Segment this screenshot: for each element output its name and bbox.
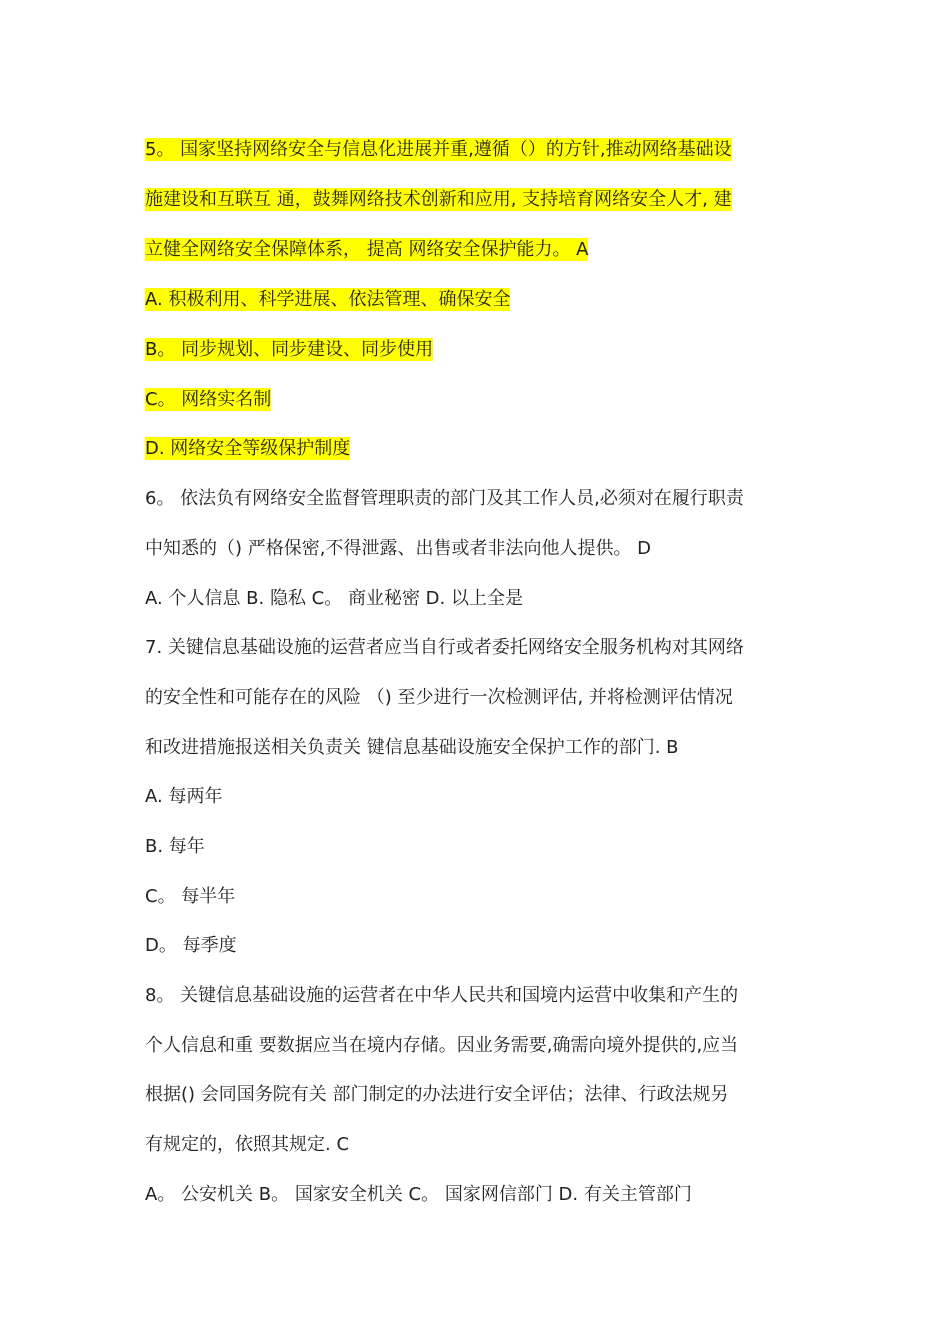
q7-line-3: 和改进措施报送相关负责关 键信息基础设施安全保护工作的部门. B (145, 737, 679, 758)
q7-line-1: 7. 关键信息基础设施的运营者应当自行或者委托网络安全服务机构对其网络 (145, 637, 744, 658)
q5-option-b (145, 338, 433, 362)
q7-option-d: D。 每季度 (145, 935, 237, 956)
highlight: 施建设和互联互 通，鼓舞网络技术创新和应用, 支持培育网络安全人才, 建 (145, 189, 732, 210)
q7-option-b: B. 每年 (145, 836, 205, 857)
q5-line-3 (145, 238, 588, 262)
q8-line-4: 有规定的，依照其规定. C (145, 1134, 350, 1155)
q6-line-2: 中知悉的（) 严格保密,不得泄露、出售或者非法向他人提供。 D (145, 538, 652, 559)
q8-line-1: 8。 关键信息基础设施的运营者在中华人民共和国境内运营中收集和产生的 (145, 985, 739, 1006)
q6-line-1: 6。 依法负有网络安全监督管理职责的部门及其工作人员,必须对在履行职责 (145, 488, 744, 509)
q6-options: A. 个人信息 B. 隐私 C。 商业秘密 D. 以上全是 (145, 588, 523, 609)
q8-line-3: 根据() 会同国务院有关 部门制定的办法进行安全评估；法律、行政法规另 (145, 1084, 729, 1105)
highlight: D. 网络安全等级保护制度 (145, 438, 351, 459)
q5-option-a (145, 288, 510, 312)
q8-options: A。 公安机关 B。 国家安全机关 C。 国家网信部门 D. 有关主管部门 (145, 1184, 692, 1205)
q7-line-2: 的安全性和可能存在的风险 （) 至少进行一次检测评估, 并将检测评估情况 (145, 687, 733, 708)
q5-line-1 (145, 138, 732, 162)
highlight: B。 同步规划、同步建设、同步使用 (145, 339, 434, 360)
highlight: C。 网络实名制 (145, 389, 272, 410)
highlight: A. 积极利用、科学进展、依法管理、确保安全 (145, 289, 511, 310)
highlight: 立健全网络安全保障体系， 提高 网络安全保护能力。 A (145, 239, 589, 260)
q7-option-a: A. 每两年 (145, 786, 223, 807)
q8-line-2: 个人信息和重 要数据应当在境内存储。因业务需要,确需向境外提供的,应当 (145, 1035, 739, 1056)
q5-option-c (145, 388, 271, 412)
highlight: 5。 国家坚持网络安全与信息化进展并重,遵循（）的方针,推动网络基础设 (145, 139, 732, 160)
q7-option-c: C。 每半年 (145, 886, 236, 907)
q5-option-d (145, 437, 350, 461)
q5-line-2 (145, 188, 732, 212)
